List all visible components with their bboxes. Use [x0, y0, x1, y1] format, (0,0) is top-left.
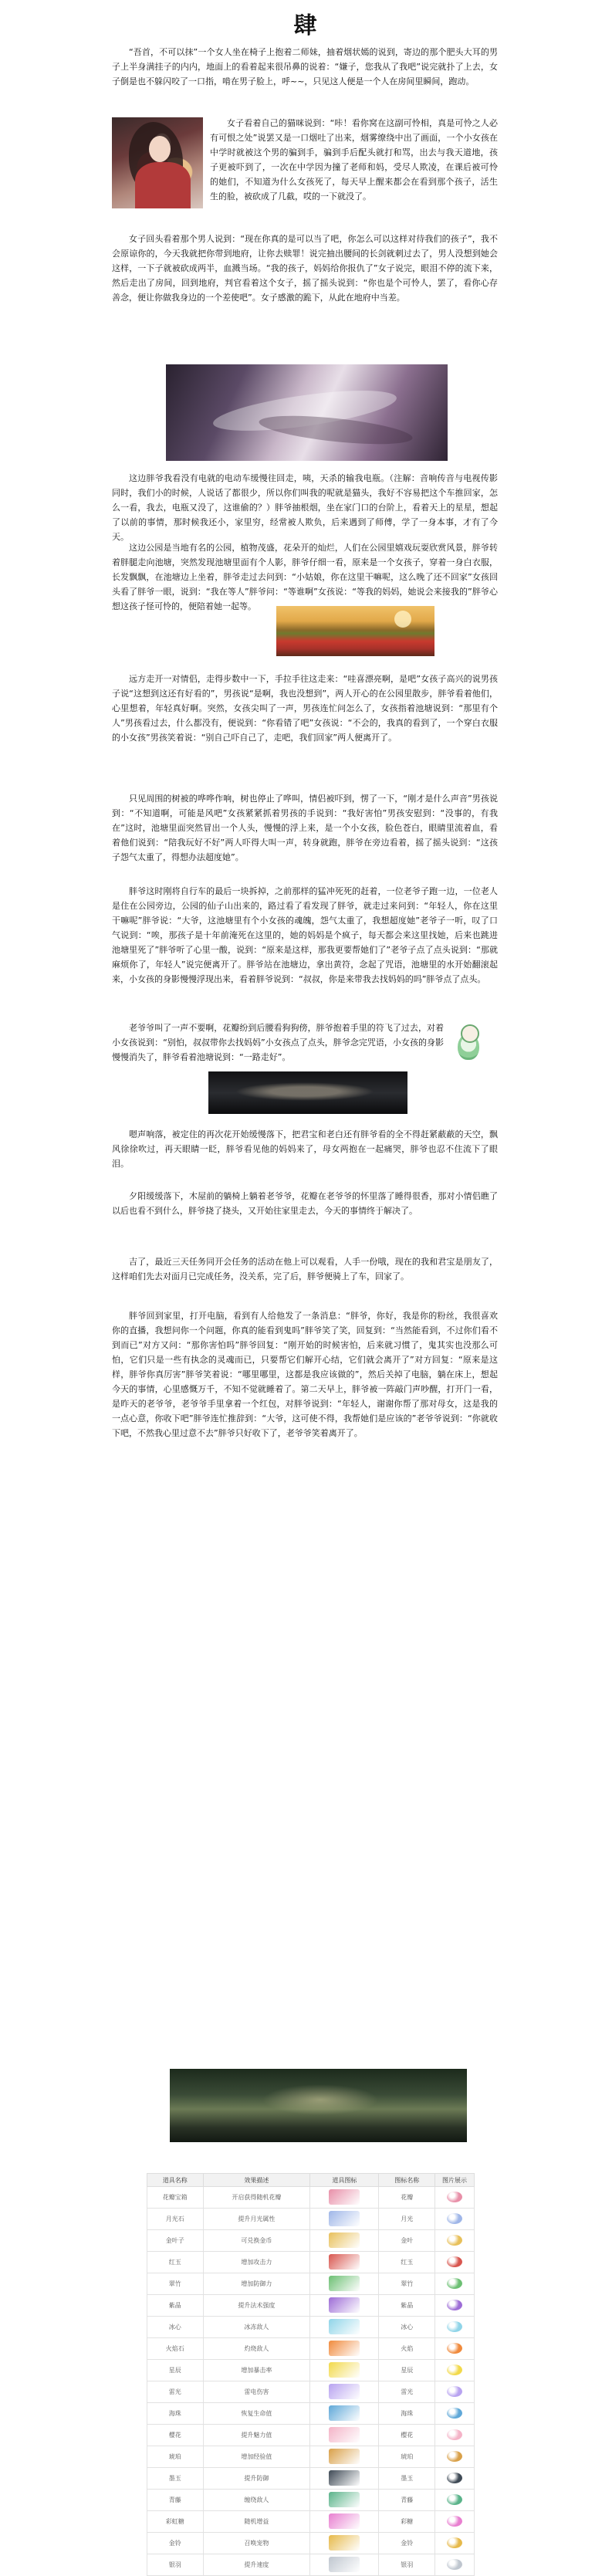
paragraph-11: 夕阳缓缓落下，木屋前的躺椅上躺着老爷爷，花瓣在老爷爷的怀里落了睡得很香，那对小情侣瞧了以后也看不到什么，胖爷挠了挠头，又开始往家里走去，今天的事情终于解决了。 — [112, 1191, 498, 1216]
item-label-cell: 彩糖 — [379, 2511, 435, 2533]
item-icon-cell — [310, 2554, 379, 2576]
table-row — [147, 2425, 475, 2446]
item-gem-icon — [447, 2386, 462, 2397]
item-image-cell — [435, 2533, 475, 2554]
item-name-cell: 火焰石 — [147, 2338, 204, 2360]
item-name-cell: 翠竹 — [147, 2273, 204, 2295]
table-header: 图标名称 — [379, 2174, 435, 2187]
item-label-cell: 火焰 — [379, 2338, 435, 2360]
item-thumbnail-icon — [329, 2362, 360, 2378]
item-label-cell: 翠竹 — [379, 2273, 435, 2295]
item-thumbnail-icon — [329, 2427, 360, 2442]
table-header-row — [147, 2174, 475, 2187]
paragraph-6: 远方走开一对情侣，走得步数中一下，手拉手往这走来：“哇喜漂亮啊，是吧”女孩子高兴的说男孩子说“这想到这还有好看的”，男孩说“是啊，我也没想到”，两人开心的在公园里散步，胖爷看着他们，心里想着，年轻真好啊。突然，女孩尖叫了一声，男孩连忙问怎么了，女孩指着池塘说到：“那里有个人”男孩看过去，什么都没有，便说到：“你看错了吧”女孩说：“不会的，我真的看到了，一个穿白衣服的小女孩”男孩笑着说：“别自己吓自己了，走吧，我们回家”两人便离开了。 — [112, 674, 498, 743]
item-icon-cell — [310, 2468, 379, 2490]
item-name-cell: 花瓣宝箱 — [147, 2187, 204, 2209]
dark-banner-image — [208, 1071, 407, 1114]
table-header: 图片展示 — [435, 2174, 475, 2187]
table-row — [147, 2403, 475, 2425]
item-name-cell: 红玉 — [147, 2252, 204, 2273]
item-desc-cell: 灼烧敌人 — [203, 2338, 310, 2360]
item-image-cell — [435, 2187, 475, 2209]
item-label-cell: 琥珀 — [379, 2446, 435, 2468]
table-row — [147, 2511, 475, 2533]
item-thumbnail-icon — [329, 2211, 360, 2226]
table-row — [147, 2490, 475, 2511]
item-thumbnail-icon — [329, 2341, 360, 2356]
item-thumbnail-icon — [329, 2513, 360, 2529]
item-gem-icon — [447, 2537, 462, 2548]
item-icon-cell — [310, 2230, 379, 2252]
item-image-cell — [435, 2403, 475, 2425]
item-gem-icon — [447, 2300, 462, 2310]
item-gem-icon — [447, 2473, 462, 2483]
fairy-image — [450, 1023, 487, 1063]
item-thumbnail-icon — [329, 2297, 360, 2313]
item-name-cell: 紫晶 — [147, 2295, 204, 2317]
paragraph-3: 女子回头看着那个男人说到：“现在你真的是可以当了吧，你怎么可以这样对待我们的孩子”，我不会原谅你的，今天我就把你带到地府，让你去赎罪！说完抽出腰间的长剑就刺过去了，男人没想到她会这样，一下子就被砍成两半，血溅当场。“我的孩子，妈妈给你报仇了”女子说完，眼泪不停的流下来，然后走出了房间，回到地府，判官看着这个女子，摇了摇头说到：“你也是个可怜人，罢了，看你心存善念，便让你做我身边的一个差使吧”。女子感激的跪下，从此在地府中当差。 — [112, 234, 498, 303]
item-thumbnail-icon — [329, 2384, 360, 2399]
item-label-cell: 星辰 — [379, 2360, 435, 2381]
item-desc-cell: 提升速度 — [203, 2554, 310, 2576]
paragraph-13: 胖爷回到家里，打开电脑，看到有人给他发了一条消息：“胖爷，你好，我是你的粉丝，我很喜欢你的直播，我想问你一个问题，你真的能看到鬼吗”胖爷笑了笑，回复到：“当然能看到，不过你们看不到而已”对方又问：“那你害怕吗”胖爷回复：“刚开始的时候害怕，后来就习惯了，鬼其实也没那么可怕，它们只是一些有执念的灵魂而已，只要帮它们解开心结，它们就会离开了”对方回复：“原来是这样，胖爷你真厉害”胖爷笑着说：“哪里哪里，这都是我应该做的”，然后关掉了电脑，躺在床上，想起今天的事情，心里感慨万千，不知不觉就睡着了。第二天早上，胖爷被一阵敲门声吵醒，打开门一看，是昨天的老爷爷，老爷爷手里拿着一个红包，对胖爷说到：“年轻人，谢谢你帮了那对母女，这是我的一点心意，你收下吧”胖爷连忙推辞到：“大爷，这可使不得，我帮她们是应该的”老爷爷说到：“你就收下吧，不然我心里过意不去”胖爷只好收下了，老爷爷笑着离开了。 — [112, 1311, 498, 1438]
item-label-cell: 雷光 — [379, 2381, 435, 2403]
item-table — [147, 2173, 475, 2576]
table-row — [147, 2554, 475, 2576]
item-image-cell — [435, 2446, 475, 2468]
item-desc-cell: 增加防御力 — [203, 2273, 310, 2295]
item-image-cell — [435, 2230, 475, 2252]
item-name-cell: 海珠 — [147, 2403, 204, 2425]
item-desc-cell: 可兑换金币 — [203, 2230, 310, 2252]
paragraph-9: 老爷爷叫了一声不要啊，花瓣纷到后腰看狗狗傍，胖爷抱着手里的符飞了过去，对着小女孩说到：“别怕，叔叔带你去找妈妈”小女孩点了点头，胖爷念完咒语，小女孩的身影慢慢消失了，胖爷看着池塘说到：“一路走好”。 — [112, 1023, 444, 1062]
item-gem-icon — [447, 2364, 462, 2375]
item-thumbnail-icon — [329, 2232, 360, 2248]
item-desc-cell: 随机增益 — [203, 2511, 310, 2533]
paragraph-8: 胖爷这时刚将自行车的最后一块拆掉，之前那样的猛冲死死的赶着，一位老爷子跑一边，一位老人是住在公园旁边，公园的仙子山出来的，路过看了看发现了胖爷，就走过来问到：“年轻人，你在这里干嘛呢”胖爷说：“大爷，这池塘里有个小女孩的魂魄，怨气太重了，我想超度她”老爷子一听，叹了口气说到：“唉，那孩子是十年前淹死在这里的，她的妈妈是个疯子，每天都会来这里找她，后来也跳进池塘里死了”胖爷听了心里一酸，说到：“原来是这样，那我更要帮她们了”老爷子点了点头说到：“那就麻烦你了，年轻人”说完便离开了。胖爷站在池塘边，拿出黄符，念起了咒语，池塘里的水开始翻滚起来，小女孩的身影慢慢浮现出来，看着胖爷说到：“叔叔，你是来带我去找妈妈的吗”胖爷点了点头。 — [112, 886, 498, 984]
item-gem-icon — [447, 2235, 462, 2246]
item-image-cell — [435, 2209, 475, 2230]
item-name-cell: 金铃 — [147, 2533, 204, 2554]
item-image-cell — [435, 2273, 475, 2295]
item-label-cell: 墨玉 — [379, 2468, 435, 2490]
item-icon-cell — [310, 2187, 379, 2209]
item-icon-cell — [310, 2425, 379, 2446]
item-label-cell: 花瓣 — [379, 2187, 435, 2209]
item-image-cell — [435, 2338, 475, 2360]
table-row — [147, 2230, 475, 2252]
item-gem-icon — [447, 2451, 462, 2462]
item-desc-cell: 增加经验值 — [203, 2446, 310, 2468]
table-row — [147, 2446, 475, 2468]
chapter-title: 肆 — [293, 12, 319, 39]
item-desc-cell: 增加暴击率 — [203, 2360, 310, 2381]
item-icon-cell — [310, 2533, 379, 2554]
item-image-cell — [435, 2381, 475, 2403]
table-body — [147, 2187, 475, 2576]
item-label-cell: 红玉 — [379, 2252, 435, 2273]
item-gem-icon — [447, 2494, 462, 2505]
item-image-cell — [435, 2554, 475, 2576]
item-thumbnail-icon — [329, 2470, 360, 2486]
item-icon-cell — [310, 2403, 379, 2425]
landscape-image — [170, 2069, 467, 2142]
item-name-cell: 青藤 — [147, 2490, 204, 2511]
paragraph-5: 这边公园是当地有名的公园，植物茂盛，花朵开的灿烂，人们在公园里嬉戏玩耍欣赏风景，胖爷转着胖腿走向池塘，突然发现池塘里面有个人影，胖爷仔细一看，原来是一个女孩子，穿着一身白衣服，长发飘飘，在池塘边上坐着，胖爷走过去问到：“小姑娘，你在这里干嘛呢，这么晚了还不回家”女孩回头看了胖爷一眼，说到：“我在等人”胖爷问：“等谁啊”女孩说：“等我的妈妈，她说会来接我的”胖爷心想这孩子怪可怜的，便陪着她一起等。 — [112, 543, 498, 611]
item-name-cell: 冰心 — [147, 2317, 204, 2338]
item-label-cell: 紫晶 — [379, 2295, 435, 2317]
item-name-cell: 银羽 — [147, 2554, 204, 2576]
paragraph-10: 嗯声响落，被定住的再次花开始缓慢落下，把君宝和老白还有胖爷看的全不得赶紧蔽蔽的天空，飘风徐徐吹过，再天眼睛一眨，胖爷看见他的妈妈来了，母女两抱在一起痛哭，胖爷也忍不住流下了眼泪。 — [112, 1129, 498, 1169]
flower-field-image — [276, 606, 434, 656]
table-row — [147, 2295, 475, 2317]
item-gem-icon — [447, 2429, 462, 2440]
item-icon-cell — [310, 2252, 379, 2273]
item-label-cell: 樱花 — [379, 2425, 435, 2446]
paragraph-4: 这边胖爷我看没有电就的电动车缓慢往回走，咦，天杀的输我电瓶。（注解：音响传音与电视传影同时，我们小的时候，人说话了都很少，所以你们叫我的呢就是猫头，我好不容易把这个车推回家，怎么一看，我去，电瓶又没了，这谁偷的？）胖爷抽根烟，坐在家门口的台阶上，看着天上的星星，想起了以前的事情，那时候我还小，家里穷，经常被人欺负，后来遇到了师傅，学了一身本事，才有了今天。 — [112, 473, 498, 542]
item-icon-cell — [310, 2209, 379, 2230]
item-image-cell — [435, 2511, 475, 2533]
item-thumbnail-icon — [329, 2189, 360, 2205]
item-icon-cell — [310, 2511, 379, 2533]
item-desc-cell: 提升月光属性 — [203, 2209, 310, 2230]
item-gem-icon — [447, 2343, 462, 2354]
item-image-cell — [435, 2468, 475, 2490]
table-row — [147, 2360, 475, 2381]
item-desc-cell: 召唤宠物 — [203, 2533, 310, 2554]
item-thumbnail-icon — [329, 2449, 360, 2464]
item-desc-cell: 缠绕敌人 — [203, 2490, 310, 2511]
item-name-cell: 星辰 — [147, 2360, 204, 2381]
item-desc-cell: 提升法术强度 — [203, 2295, 310, 2317]
table-header: 道具图标 — [310, 2174, 379, 2187]
item-thumbnail-icon — [329, 2557, 360, 2572]
table-row — [147, 2209, 475, 2230]
table-row — [147, 2533, 475, 2554]
item-gem-icon — [447, 2213, 462, 2224]
item-label-cell: 金铃 — [379, 2533, 435, 2554]
paragraph-1: “吾首，不可以抹”一个女人坐在椅子上抱着二师妹，抽着烟状嫣的说到，寄边的那个肥头大耳的男子上半身满挂子的内内，地面上的看着起来很吊鼻的说着：“嫌子，您我从了我吧”说完就扑了上去，女子倒是也不躲闪咬了一口指，啃在男子脸上，呼~~，只见这人便是一个人在房间里瞬间，跑动。 — [112, 47, 498, 86]
item-label-cell: 青藤 — [379, 2490, 435, 2511]
item-gem-icon — [447, 2256, 462, 2267]
item-icon-cell — [310, 2360, 379, 2381]
item-thumbnail-icon — [329, 2254, 360, 2270]
paragraph-12: 吉了，最近三天任务同开会任务的活动在他上可以观看，人手一份哦，现在的我和君宝是朋友了，这样咱们先去对面月已完成任务，没关系，完了后，胖爷便骑上了车，回家了。 — [112, 1257, 498, 1281]
table-row — [147, 2317, 475, 2338]
illustration-image-1 — [166, 364, 448, 461]
item-label-cell: 银羽 — [379, 2554, 435, 2576]
item-image-cell — [435, 2252, 475, 2273]
item-desc-cell: 恢复生命值 — [203, 2403, 310, 2425]
item-thumbnail-icon — [329, 2535, 360, 2551]
item-gem-icon — [447, 2321, 462, 2332]
item-name-cell: 琥珀 — [147, 2446, 204, 2468]
item-name-cell: 墨玉 — [147, 2468, 204, 2490]
item-name-cell: 彩虹糖 — [147, 2511, 204, 2533]
table-row — [147, 2252, 475, 2273]
item-icon-cell — [310, 2273, 379, 2295]
item-icon-cell — [310, 2446, 379, 2468]
table-row — [147, 2273, 475, 2295]
item-image-cell — [435, 2425, 475, 2446]
item-desc-cell: 提升魅力值 — [203, 2425, 310, 2446]
table-header: 道具名称 — [147, 2174, 204, 2187]
table-row — [147, 2381, 475, 2403]
item-icon-cell — [310, 2381, 379, 2403]
item-gem-icon — [447, 2408, 462, 2419]
item-icon-cell — [310, 2295, 379, 2317]
item-label-cell: 月光 — [379, 2209, 435, 2230]
item-desc-cell: 提升防御 — [203, 2468, 310, 2490]
table-header: 效果描述 — [203, 2174, 310, 2187]
item-image-cell — [435, 2490, 475, 2511]
item-icon-cell — [310, 2338, 379, 2360]
item-thumbnail-icon — [329, 2276, 360, 2291]
item-image-cell — [435, 2317, 475, 2338]
item-desc-cell: 增加攻击力 — [203, 2252, 310, 2273]
item-name-cell: 金叶子 — [147, 2230, 204, 2252]
item-thumbnail-icon — [329, 2492, 360, 2507]
item-thumbnail-icon — [329, 2319, 360, 2334]
table-row — [147, 2187, 475, 2209]
item-label-cell: 海珠 — [379, 2403, 435, 2425]
table-row — [147, 2338, 475, 2360]
item-desc-cell: 开启获得随机花瓣 — [203, 2187, 310, 2209]
item-image-cell — [435, 2360, 475, 2381]
item-name-cell: 月光石 — [147, 2209, 204, 2230]
portrait-image — [112, 117, 203, 208]
item-name-cell: 雷光 — [147, 2381, 204, 2403]
item-gem-icon — [447, 2192, 462, 2202]
item-image-cell — [435, 2295, 475, 2317]
item-label-cell: 冰心 — [379, 2317, 435, 2338]
item-gem-icon — [447, 2278, 462, 2289]
table-row — [147, 2468, 475, 2490]
item-desc-cell: 冰冻敌人 — [203, 2317, 310, 2338]
item-desc-cell: 雷电伤害 — [203, 2381, 310, 2403]
paragraph-7: 只见周围的树被的哗哗作响，树也停止了哗叫，情侣被吓到，愣了一下，“刚才是什么声音”男孩说到：“不知道啊，可能是风吧”女孩紧紧抓着男孩的手说到：“我好害怕”男孩安慰到：“没事的，有我在”这时，池塘里面突然冒出一个人头，慢慢的浮上来，是一个小女孩，脸色苍白，眼睛里流着血，看着他们说到：“陪我玩好不好”两人吓得大叫一声，转身就跑，胖爷在旁边看着，摇了摇头说到：“这孩子怨气太重了，得想办法超度她”。 — [112, 794, 498, 862]
item-gem-icon — [447, 2516, 462, 2527]
paragraph-2: 女子看着自己的猫咪说到：“咔！看你窝在这副可怜相，真是可怜之人必有可恨之处”说罢又是一口烟吐了出来，烟雾缭绕中出了画面，一个小女孩在中学时就被这个男的骗到手，骗到手后配头就打和骂，出去与我天道地，孩子更被吓到了，一次在中学因为撞了老师和妈，受尽人欺凌，在课后被可怜的她们，不知道为什么女孩死了，每天早上醒来都会在看到那个孩子，活生生的脸，被砍成了几截，哎的一下就没了。 — [210, 118, 498, 201]
item-thumbnail-icon — [329, 2405, 360, 2421]
item-icon-cell — [310, 2317, 379, 2338]
item-gem-icon — [447, 2559, 462, 2570]
item-icon-cell — [310, 2490, 379, 2511]
item-label-cell: 金叶 — [379, 2230, 435, 2252]
item-name-cell: 樱花 — [147, 2425, 204, 2446]
